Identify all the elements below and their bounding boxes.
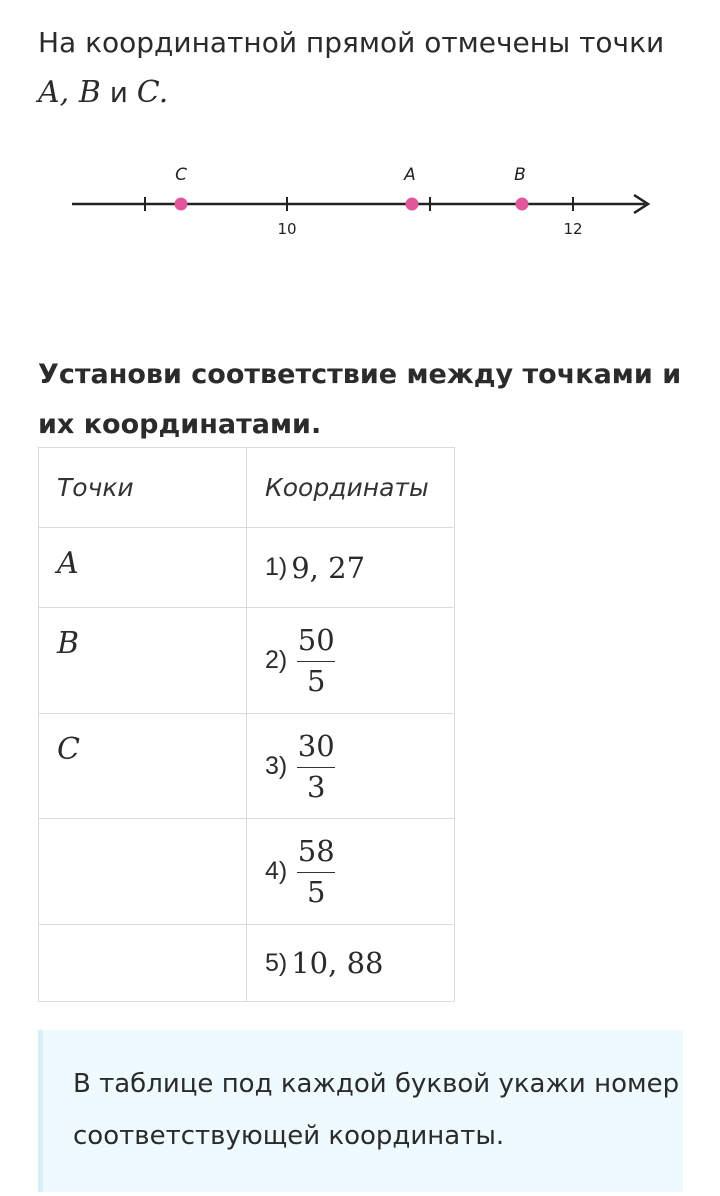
intro-conjunction: и bbox=[100, 76, 137, 109]
fraction-numerator: 30 bbox=[297, 728, 335, 763]
intro-end: . bbox=[158, 75, 169, 110]
coordinate-option-3 bbox=[265, 714, 454, 818]
table-row bbox=[39, 528, 455, 608]
fraction-denominator: 3 bbox=[307, 769, 326, 804]
point-cell bbox=[39, 528, 247, 608]
point-a-marker bbox=[406, 198, 419, 211]
coordinate-option-5 bbox=[265, 925, 454, 1001]
option-number: 3) bbox=[265, 751, 288, 780]
intro-point-b: B bbox=[78, 75, 101, 110]
point-name: A bbox=[57, 546, 79, 581]
coordinate-cell bbox=[247, 528, 455, 608]
fraction bbox=[297, 623, 335, 698]
point-c-label: C bbox=[175, 165, 187, 185]
point-name: C bbox=[57, 732, 80, 767]
intro-point-a: A bbox=[38, 75, 60, 110]
fraction-numerator: 50 bbox=[297, 623, 335, 657]
fraction-bar bbox=[297, 872, 335, 873]
coordinate-option-4 bbox=[265, 819, 454, 924]
option-number: 1) bbox=[265, 553, 288, 581]
point-name: B bbox=[57, 626, 80, 661]
table-row bbox=[39, 925, 455, 1002]
instruction-note: В таблице под каждой буквой укажи номер соответствующей координаты. bbox=[38, 1030, 683, 1192]
intro-point-c: C bbox=[136, 75, 159, 110]
fraction bbox=[297, 729, 335, 804]
fraction-denominator: 5 bbox=[307, 875, 326, 909]
fraction-bar bbox=[297, 661, 335, 662]
number-line bbox=[0, 150, 720, 250]
option-value: 10, 88 bbox=[291, 946, 384, 980]
fraction-numerator: 58 bbox=[297, 834, 335, 868]
header-coordinates: Координаты bbox=[247, 448, 455, 528]
coordinate-cell bbox=[247, 714, 455, 819]
table-header-row bbox=[39, 448, 455, 528]
point-b-label: B bbox=[514, 165, 526, 185]
intro-text: На координатной прямой отмечены точки bbox=[38, 26, 665, 59]
fraction-denominator: 5 bbox=[307, 664, 326, 698]
fraction-bar bbox=[297, 767, 335, 768]
point-b-marker bbox=[516, 198, 529, 211]
fraction bbox=[297, 834, 335, 909]
coordinate-cell bbox=[247, 608, 455, 714]
coordinate-cell bbox=[247, 925, 455, 1002]
point-cell bbox=[39, 819, 247, 925]
option-number: 2) bbox=[265, 646, 288, 674]
point-cell bbox=[39, 714, 247, 819]
option-value: 9, 27 bbox=[291, 550, 366, 585]
table-row bbox=[39, 714, 455, 819]
coordinate-option-1 bbox=[265, 528, 454, 607]
matching-table bbox=[38, 447, 455, 1002]
point-a-label: A bbox=[404, 165, 416, 185]
point-c-marker bbox=[175, 198, 188, 211]
coordinate-cell bbox=[247, 819, 455, 925]
point-cell bbox=[39, 925, 247, 1002]
task-heading: Установи соответствие между точками и их координатами. bbox=[38, 359, 682, 440]
option-number: 4) bbox=[265, 857, 288, 885]
tick-label-10: 10 bbox=[277, 220, 297, 238]
tick-label-12: 12 bbox=[563, 220, 583, 238]
table-row bbox=[39, 819, 455, 925]
table-row bbox=[39, 608, 455, 714]
coordinate-option-2 bbox=[265, 608, 454, 713]
intro-separator: , bbox=[59, 75, 79, 110]
point-cell bbox=[39, 608, 247, 714]
task-intro bbox=[38, 18, 698, 118]
option-number: 5) bbox=[265, 948, 288, 977]
header-points: Точки bbox=[39, 448, 247, 528]
